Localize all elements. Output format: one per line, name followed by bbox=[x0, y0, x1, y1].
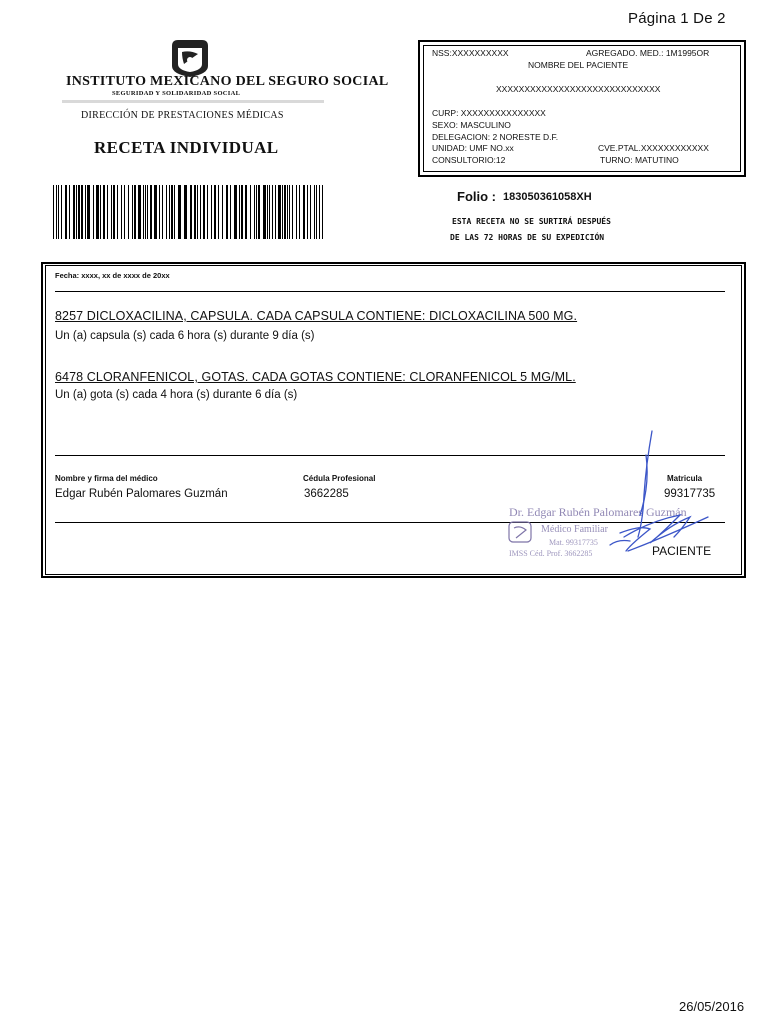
doctor-name: Edgar Rubén Palomares Guzmán bbox=[55, 488, 228, 500]
institution-subtitle: SEGURIDAD Y SOLIDARIDAD SOCIAL bbox=[112, 90, 241, 97]
folio-label: Folio : bbox=[457, 189, 496, 204]
agregado-field: AGREGADO. MED.: 1M1995OR bbox=[586, 48, 710, 58]
medication-title: 8257 DICLOXACILINA, CAPSULA. CADA CAPSULA CONTIENE: DICLOXACILINA 500 MG. bbox=[55, 309, 578, 323]
cedula-number: 3662285 bbox=[304, 488, 349, 500]
print-date: 26/05/2016 bbox=[679, 999, 745, 1014]
paciente-label: PACIENTE bbox=[652, 544, 712, 558]
patient-name-label: NOMBRE DEL PACIENTE bbox=[528, 60, 629, 70]
delegacion-field: DELEGACION: 2 NORESTE D.F. bbox=[432, 132, 559, 142]
cve-ptal-field: CVE.PTAL.XXXXXXXXXXXX bbox=[598, 143, 709, 153]
institution-name: INSTITUTO MEXICANO DEL SEGURO SOCIAL bbox=[66, 74, 389, 89]
matricula-number: 99317735 bbox=[664, 488, 716, 500]
stamp-doctor-name: Dr. Edgar Rubén Palomares Guzmán bbox=[509, 505, 687, 519]
folio-number: 183050361058XH bbox=[503, 191, 592, 203]
doctor-name-label: Nombre y firma del médico bbox=[55, 474, 158, 483]
turno-field: TURNO: MATUTINO bbox=[600, 155, 679, 165]
date-divider bbox=[55, 291, 725, 292]
nss-field: NSS:XXXXXXXXXX bbox=[432, 48, 509, 58]
matricula-label: Matricula bbox=[667, 474, 703, 483]
consultorio-field: CONSULTORIO:12 bbox=[432, 155, 506, 165]
medication-dosage: Un (a) gota (s) cada 4 hora (s) durante 6 día (s) bbox=[55, 389, 298, 401]
stamp-cedula: IMSS Céd. Prof. 3662285 bbox=[509, 549, 593, 558]
header-divider bbox=[62, 100, 324, 103]
medication-title: 6478 CLORANFENICOL, GOTAS. CADA GOTAS CONTIENE: CLORANFENICOL 5 MG/ML. bbox=[55, 370, 576, 384]
expiry-notice-line2: DE LAS 72 HORAS DE SU EXPEDICIÓN bbox=[450, 233, 605, 242]
unidad-field: UNIDAD: UMF NO.xx bbox=[432, 143, 514, 153]
department-name: DIRECCIÓN DE PRESTACIONES MÉDICAS bbox=[81, 110, 284, 121]
medication-dosage: Un (a) capsula (s) cada 6 hora (s) durante 9 día (s) bbox=[55, 330, 315, 342]
cedula-label: Cédula Profesional bbox=[303, 474, 376, 483]
barcode bbox=[53, 185, 325, 239]
stamp-specialty: Médico Familiar bbox=[541, 524, 608, 535]
expiry-notice-line1: ESTA RECETA NO SE SURTIRÁ DESPUÉS bbox=[452, 217, 611, 226]
stamp-matricula: Mat. 99317735 bbox=[549, 538, 598, 547]
imss-logo bbox=[168, 38, 212, 78]
curp-field: CURP: XXXXXXXXXXXXXXX bbox=[432, 108, 546, 118]
page-number: Página 1 De 2 bbox=[628, 10, 726, 27]
patient-name: XXXXXXXXXXXXXXXXXXXXXXXXXXXXX bbox=[496, 84, 661, 94]
patient-info-box bbox=[418, 40, 746, 177]
prescription-date: Fecha: xxxx, xx de xxxx de 20xx bbox=[55, 271, 170, 280]
sexo-field: SEXO: MASCULINO bbox=[432, 120, 511, 130]
document-title: RECETA INDIVIDUAL bbox=[94, 138, 279, 157]
